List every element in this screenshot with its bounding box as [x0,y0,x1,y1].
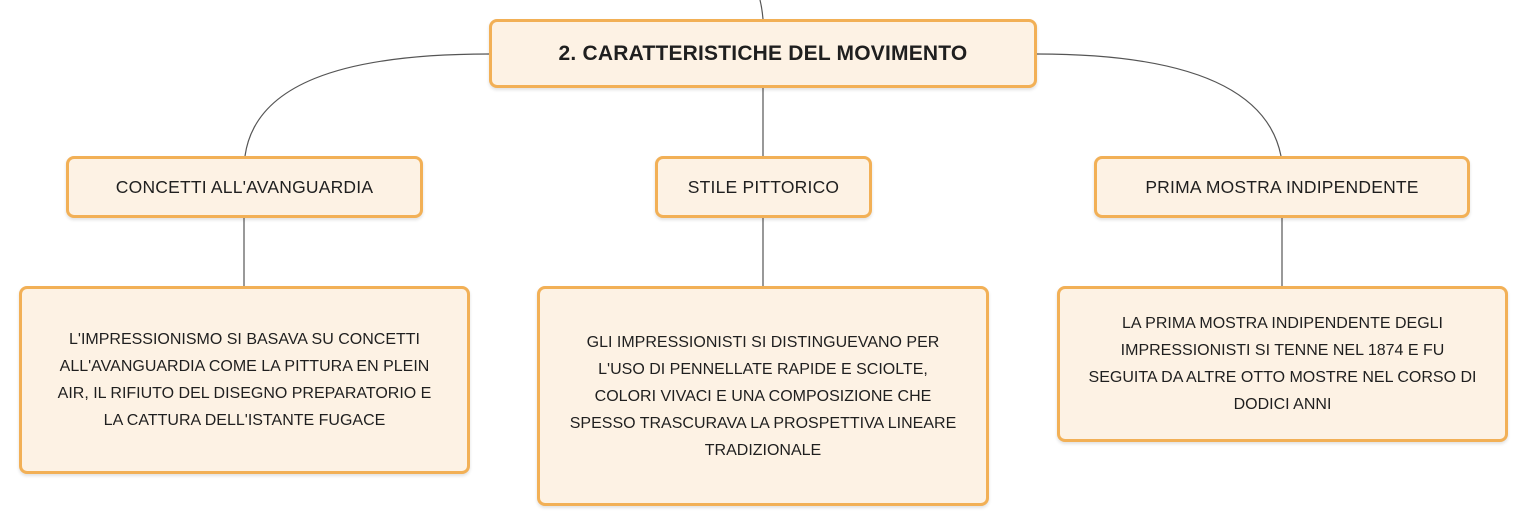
connector-root-to-concetti [245,54,489,156]
root-node[interactable] [489,19,1037,88]
root-node-label: 2. CARATTERISTICHE DEL MOVIMENTO [558,41,968,65]
connector-from-parent [760,0,763,19]
topic-node-label: CONCETTI ALL'AVANGUARDIA [115,176,374,197]
detail-node-mostra[interactable] [1057,286,1508,442]
topic-node-mostra[interactable] [1094,156,1470,218]
topic-node-stile[interactable] [655,156,872,218]
topic-node-label: STILE PITTORICO [687,176,840,197]
detail-node-stile[interactable] [537,286,989,506]
connector-root-to-mostra [1037,54,1281,156]
detail-node-text: LA PRIMA MOSTRA INDIPENDENTE DEGLI IMPRESSIONISTI SI TENNE NEL 1874 E FU SEGUITA DA ALTRE OTTO MOSTRE NEL CORSO DI DODICI ANNI [1088,315,1477,413]
detail-node-text: GLI IMPRESSIONISTI SI DISTINGUEVANO PER L'USO DI PENNELLATE RAPIDE E SCIOLTE, COLORI VIVACI E UNA COMPOSIZIONE CHE SPESSO TRASCURAVA LA PROSPETTIVA LINEARE TRADIZIONALE [569,333,957,459]
topic-node-label: PRIMA MOSTRA INDIPENDENTE [1145,176,1419,197]
topic-node-concetti[interactable] [66,156,423,218]
detail-node-text: L'IMPRESSIONISMO SI BASAVA SU CONCETTI ALL'AVANGUARDIA COME LA PITTURA EN PLEIN AIR, IL RIFIUTO DEL DISEGNO PREPARATORIO E LA CATTURA DELL'ISTANTE FUGACE [57,331,432,429]
detail-node-concetti[interactable] [19,286,470,474]
